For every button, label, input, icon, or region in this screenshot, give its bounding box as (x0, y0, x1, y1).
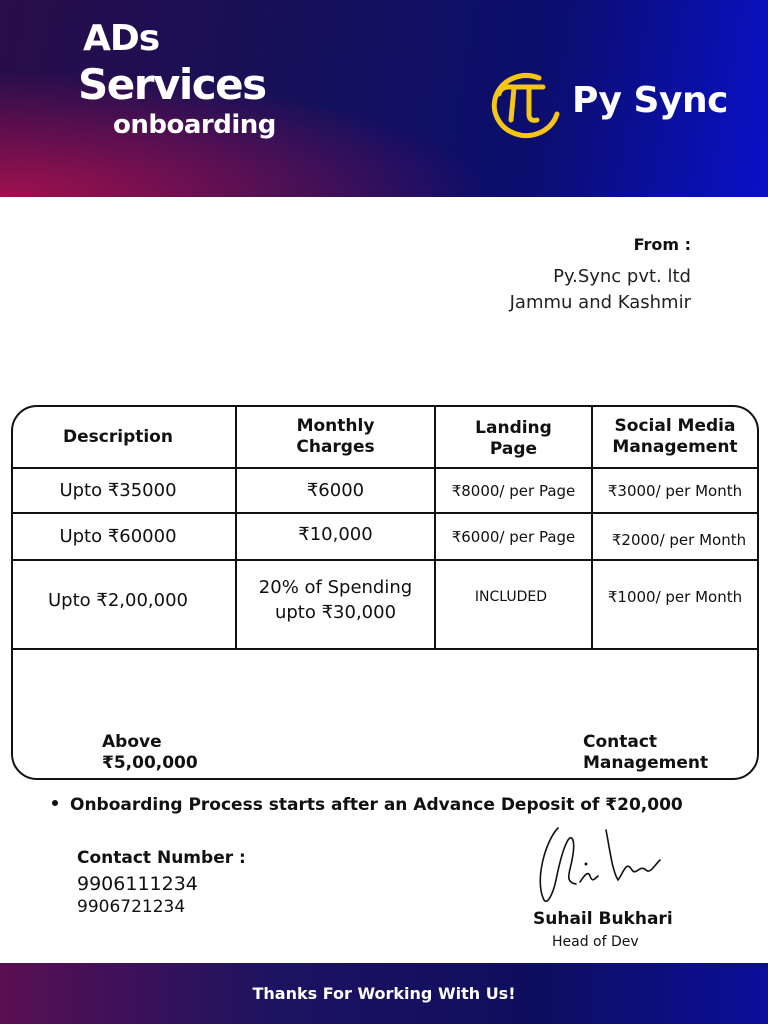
last-row-description-line1: Above (102, 732, 162, 752)
row1-social: ₹3000/ per Month (607, 481, 743, 500)
header-landing-line1: Landing (475, 418, 552, 438)
row3-landing: INCLUDED (474, 589, 548, 605)
header-social-line2: Management (612, 437, 738, 457)
pricing-table (11, 405, 759, 780)
row1-monthly: ₹6000 (306, 480, 365, 501)
header-banner (0, 0, 768, 197)
row1-landing: ₹8000/ per Page (451, 481, 576, 500)
row2-social: ₹2000/ per Month (611, 530, 747, 549)
header-monthly-line1: Monthly (296, 416, 375, 436)
signatory-name: Suhail Bukhari (533, 909, 673, 929)
last-row-description-line2: ₹5,00,000 (102, 753, 198, 773)
last-row-contact-line1: Contact (583, 732, 658, 752)
row3-monthly-line2: upto ₹30,000 (274, 601, 397, 623)
row1-description: Upto ₹35000 (59, 480, 177, 501)
header-description: Description (63, 426, 173, 447)
pi-logo-icon (481, 70, 561, 140)
header-monthly-line2: Charges (296, 437, 375, 457)
from-company: Py.Sync pvt. ltd (553, 266, 691, 287)
brand-name: Py Sync (572, 80, 728, 121)
contact-phone-2: 9906721234 (77, 897, 186, 917)
from-location: Jammu and Kashmir (509, 292, 691, 313)
bullet-icon (52, 800, 58, 806)
last-row-description (102, 732, 198, 774)
header-social-media (593, 407, 757, 467)
signature-icon (528, 820, 668, 910)
contact-label: Contact Number : (77, 848, 246, 868)
row3-monthly (237, 557, 434, 642)
row3-monthly-line1: 20% of Spending (258, 576, 413, 598)
footer-banner (0, 963, 768, 1024)
signatory-role: Head of Dev (552, 934, 639, 950)
footer-text: Thanks For Working With Us! (252, 984, 516, 1003)
deposit-note-text: Onboarding Process starts after an Advance Deposit of ₹20,000 (70, 795, 683, 815)
header-landing-page (436, 409, 591, 469)
contact-phone-1: 9906111234 (77, 873, 198, 895)
header-monthly-charges (237, 407, 434, 467)
last-row-contact-line2: Management (583, 753, 709, 773)
row3-description: Upto ₹2,00,000 (47, 589, 188, 611)
header-social-line1: Social Media (614, 416, 736, 436)
last-row-contact (583, 732, 708, 774)
title-line-3: onboarding (113, 110, 276, 140)
row2-landing: ₹6000/ per Page (451, 527, 576, 546)
row2-monthly: ₹10,000 (298, 524, 373, 545)
deposit-note (52, 795, 683, 815)
title-line-2: Services (78, 60, 266, 109)
row3-social: ₹1000/ per Month (607, 588, 743, 606)
title-line-1: ADs (83, 18, 160, 59)
header-landing-line2: Page (489, 439, 538, 459)
row2-description: Upto ₹60000 (59, 526, 177, 547)
table-divider (13, 648, 757, 650)
from-label: From : (633, 235, 691, 254)
